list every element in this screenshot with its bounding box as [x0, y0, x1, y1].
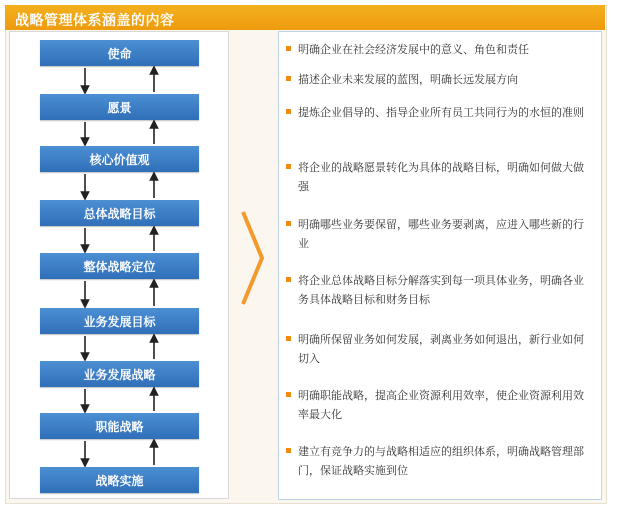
- list-item: 明确哪些业务要保留，哪些业务要剥离，应进入哪些新的行业: [286, 215, 591, 253]
- chevron-icon: [243, 212, 262, 304]
- flow-step-implementation: 战略实施: [40, 467, 199, 493]
- flow-step-core-values: 核心价值观: [40, 146, 199, 172]
- list-item: 建立有竞争力的与战略相适应的组织体系，明确战略管理部门，保证战略实施到位: [286, 442, 591, 480]
- bullet-icon: [286, 392, 291, 397]
- bullet-icon: [286, 277, 291, 282]
- flow-step-business-strategy: 业务发展战略: [40, 361, 199, 387]
- list-item: 将企业总体战略目标分解落实到每一项具体业务，明确各业务具体战略目标和财务目标: [286, 271, 591, 309]
- bullet-icon: [286, 164, 291, 169]
- content-panel: [278, 31, 602, 500]
- list-item: 提炼企业倡导的、指导企业所有员工共同行为的水恒的准则: [286, 103, 591, 122]
- flow-step-positioning: 整体战略定位: [40, 253, 199, 279]
- bullet-icon: [286, 46, 291, 51]
- bullet-icon: [286, 336, 291, 341]
- list-item: 描述企业未来发展的蓝图，明确长远发展方向: [286, 70, 591, 89]
- flow-step-vision: 愿景: [40, 94, 199, 120]
- list-item: 明确所保留业务如何发展，剥离业务如何退出，新行业如何切入: [286, 330, 591, 368]
- header-title: 战略管理体系涵盖的内容: [15, 13, 175, 29]
- bullet-icon: [286, 109, 291, 114]
- bullet-icon: [286, 448, 291, 453]
- flow-step-business-goal: 业务发展目标: [40, 308, 199, 334]
- flow-step-overall-goal: 总体战略目标: [40, 200, 199, 226]
- flow-step-mission: 使命: [40, 40, 199, 66]
- bullet-icon: [286, 76, 291, 81]
- flow-step-functional-strategy: 职能战略: [40, 413, 199, 439]
- bullet-icon: [286, 221, 291, 226]
- list-item: 明确企业在社会经济发展中的意义、角色和责任: [286, 40, 591, 59]
- list-item: 将企业的战略愿景转化为具体的战略目标，明确如何做大做强: [286, 158, 591, 196]
- list-item: 明确职能战略，提高企业资源利用效率，使企业资源利用效率最大化: [286, 386, 591, 424]
